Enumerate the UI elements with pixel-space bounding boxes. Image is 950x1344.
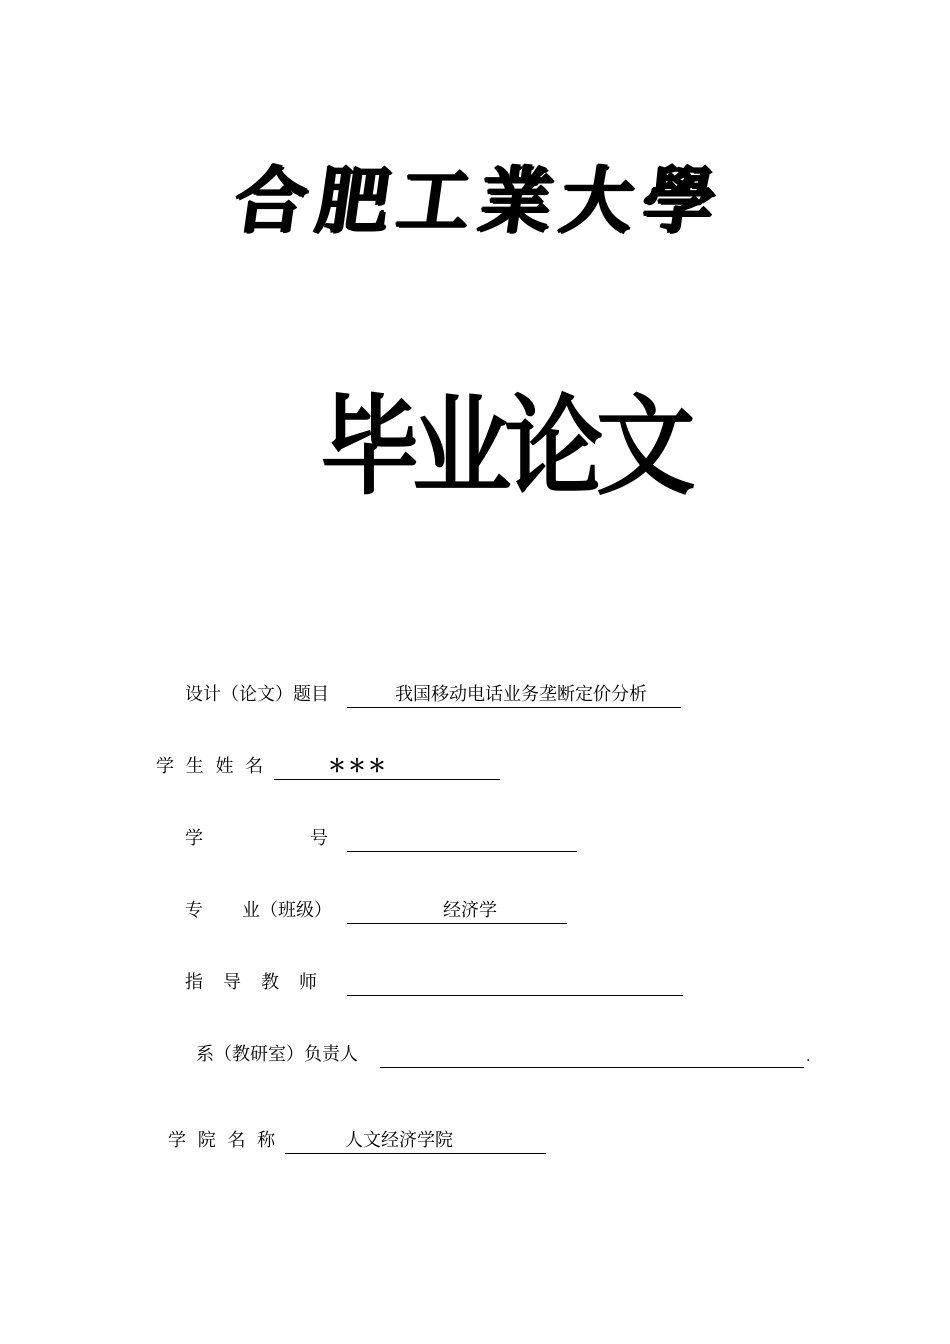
- dept-head-trailing-dot: .: [806, 1049, 811, 1065]
- document-title: 毕业论文: [320, 385, 689, 510]
- logo-char: 學: [637, 157, 722, 242]
- dept-head-row: [196, 1040, 816, 1070]
- topic-row: [185, 680, 695, 710]
- major-field[interactable]: [347, 899, 567, 924]
- student-id-row: [185, 824, 585, 854]
- university-logo: [229, 150, 722, 250]
- logo-char: 大: [555, 157, 640, 242]
- student-name-row: [156, 752, 516, 782]
- major-label-b: 业（班级）: [242, 900, 332, 921]
- college-value: 人文经济学院: [345, 1130, 453, 1151]
- college-field[interactable]: [285, 1129, 546, 1154]
- topic-value: 我国移动电话业务垄断定价分析: [395, 684, 647, 705]
- dept-head-label: 系（教研室）负责人: [196, 1044, 358, 1065]
- student-name-field[interactable]: [274, 755, 500, 780]
- logo-char: 肥: [310, 157, 395, 242]
- major-label-a: 专: [185, 900, 203, 921]
- student-id-label-a: 学: [185, 828, 203, 849]
- major-row: [185, 896, 585, 926]
- topic-field[interactable]: [347, 683, 681, 708]
- logo-char: 業: [473, 157, 558, 242]
- advisor-field[interactable]: [347, 971, 683, 996]
- student-name-value: ＊＊＊: [328, 756, 388, 777]
- advisor-label: 指 导 教 师: [185, 972, 318, 993]
- student-id-label-b: 号: [310, 828, 328, 849]
- logo-char: 工: [392, 157, 477, 242]
- topic-label: 设计（论文）题目: [185, 684, 329, 705]
- advisor-row: [185, 968, 695, 998]
- logo-char: 合: [229, 157, 314, 242]
- dept-head-field[interactable]: [380, 1043, 804, 1068]
- student-name-label: 学 生 姓 名: [156, 756, 267, 777]
- college-label: 学 院 名 称: [168, 1130, 279, 1151]
- student-id-field[interactable]: [347, 827, 577, 852]
- major-value: 经济学: [443, 900, 497, 921]
- college-row: [168, 1126, 558, 1156]
